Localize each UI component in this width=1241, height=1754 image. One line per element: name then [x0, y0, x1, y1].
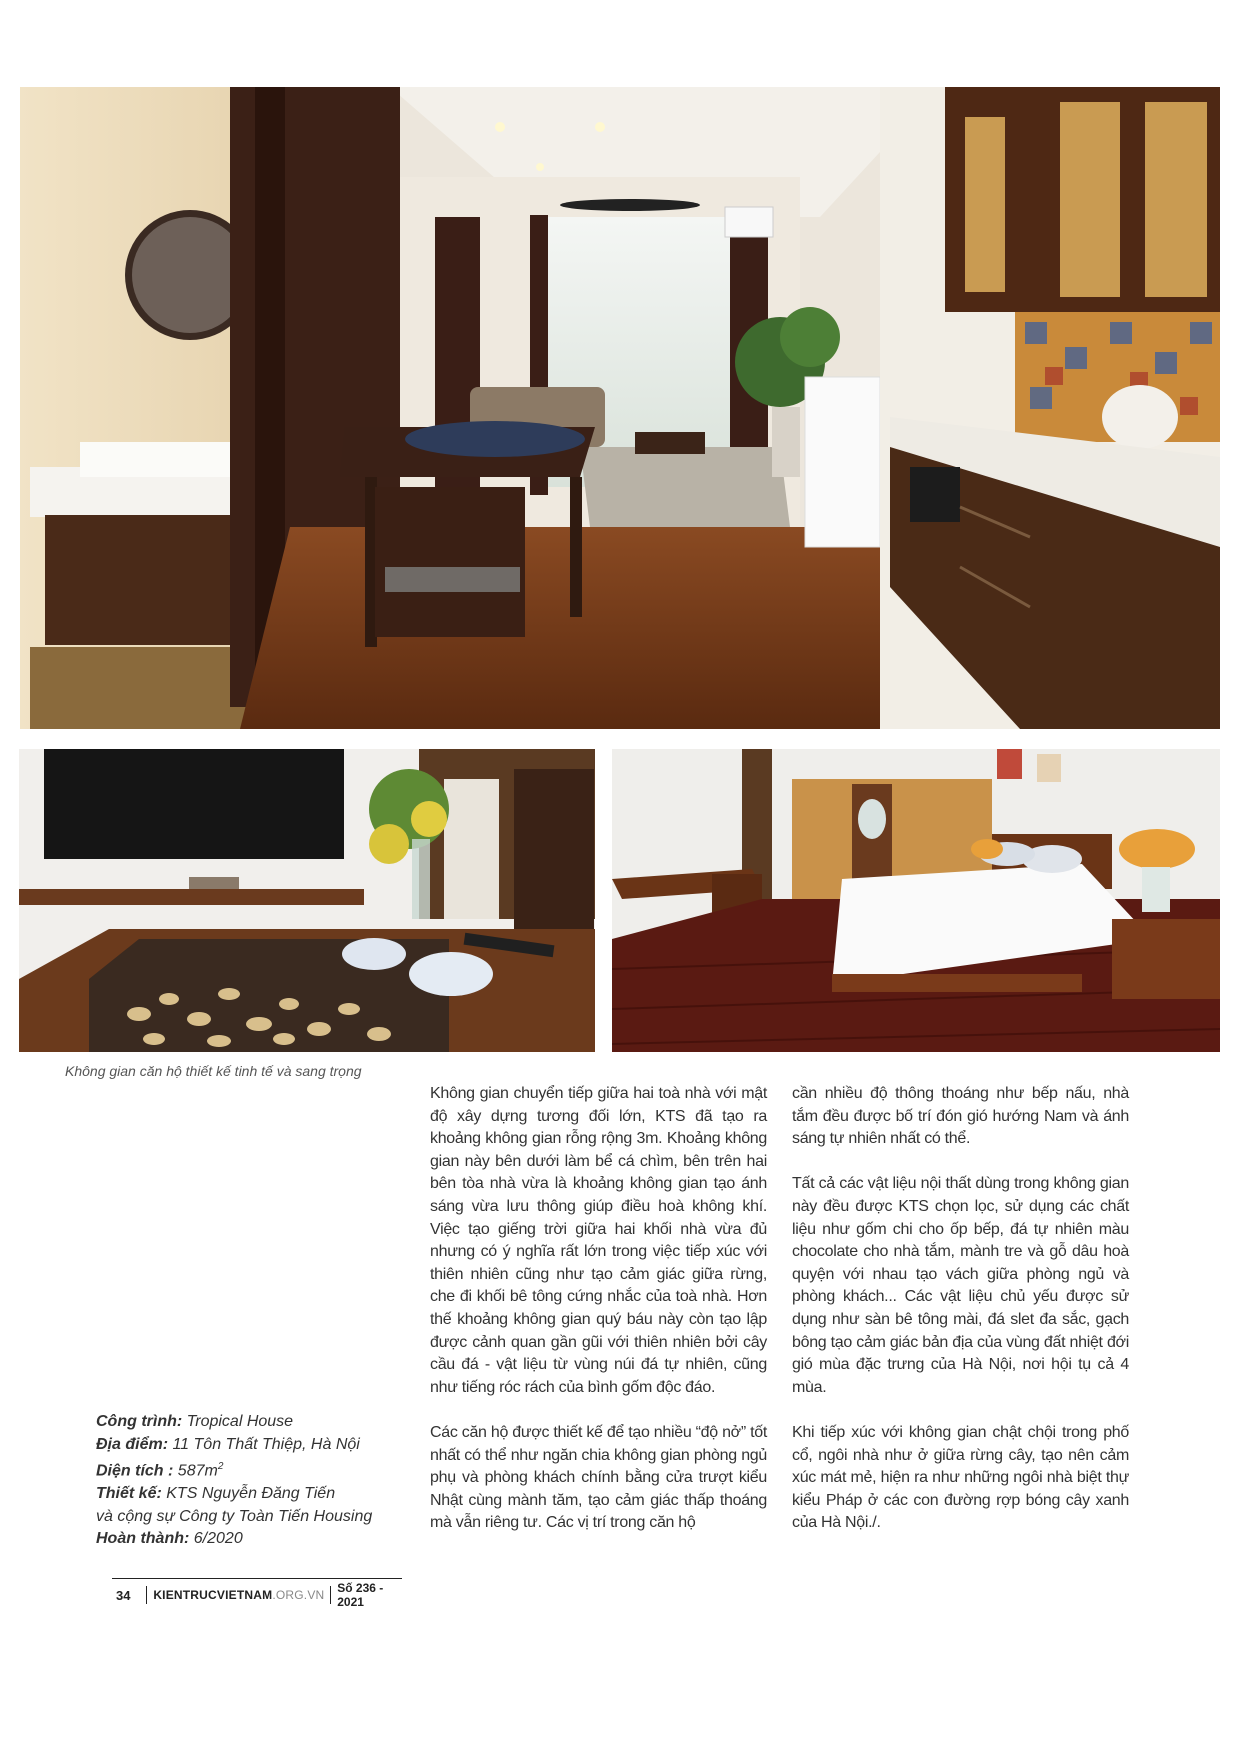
bedroom-photo — [612, 749, 1220, 1052]
footer-divider — [146, 1586, 147, 1604]
body-column-middle — [430, 1083, 767, 1557]
footer-divider — [330, 1586, 331, 1604]
project-value: Tropical House — [186, 1413, 294, 1430]
area-row — [96, 1456, 396, 1483]
design-label: Thiết kế: — [96, 1485, 162, 1503]
site-name-main: KIENTRUCVIETNAM — [153, 1588, 273, 1602]
project-info — [96, 1411, 396, 1551]
design-value: KTS Nguyễn Đăng Tiến — [166, 1485, 336, 1503]
design-row — [96, 1483, 396, 1506]
page-footer — [112, 1578, 402, 1609]
project-row — [96, 1411, 396, 1434]
design-row-2 — [96, 1506, 396, 1529]
main-interior-photo — [20, 87, 1220, 729]
design-value-2: và cộng sự Công ty Toàn Tiến Housing — [96, 1507, 373, 1525]
location-row — [96, 1434, 396, 1457]
page-number: 34 — [116, 1587, 131, 1603]
paragraph: cần nhiều độ thông thoáng như bếp nấu, nhà tắm đều được bố trí đón gió hướng Nam và ánh sáng tự nhiên nhất có thể. — [792, 1085, 1129, 1148]
paragraph: Các căn hộ được thiết kế để tạo nhiều “độ nở” tốt nhất có thể như ngăn chia không gian phòng ngủ phụ và phòng khách chính bằng cửa trượt kiểu Nhật cùng mành tăm, tạo cảm giác thấp thoáng mà vẫn riêng tư. Các vị trí trong căn hộ — [430, 1423, 767, 1532]
area-superscript: 2 — [217, 1461, 224, 1473]
paragraph: Tất cả các vật liệu nội thất dùng trong không gian này đều được KTS chọn lọc, sử dụng các chất liệu như gốm chi cho ốp bếp, đá tự nhiên màu chocolate cho nhà tắm, mành tre và gỗ dâu hoà quyện với nhau tạo vách giữa phòng ngủ và phòng khách... Các vật liệu chủ yếu được sử dụng như sàn bê tông mài, đá slet đa sắc, gạch bông tạo cảm giác bản địa của vùng đất nhiệt đới gió mùa đặc trưng của Hà Nội, nơi hội tụ cả 4 mùa. — [792, 1175, 1129, 1396]
done-value: 6/2020 — [193, 1530, 243, 1548]
project-label: Công trình: — [96, 1413, 183, 1430]
main-interior-illustration — [20, 87, 1220, 729]
done-row — [96, 1528, 396, 1551]
living-room-illustration — [19, 749, 595, 1052]
location-value: 11 Tôn Thất Thiệp, Hà Nội — [172, 1435, 360, 1453]
issue-number: Số 236 - 2021 — [337, 1581, 384, 1609]
location-label: Địa điểm: — [96, 1435, 169, 1453]
paragraph: Không gian chuyển tiếp giữa hai toà nhà với mật độ xây dựng tương đối lớn, KTS đã tạo ra khoảng không gian rỗng rộng 3m. Khoảng không gian này bên dưới làm bể cá chìm, bên trên hai bên tòa nhà vừa là khoảng không gian tạo ánh sáng vừa lưu thông giúp điều hoà không khí. Việc tạo giếng trời giữa hai khối nhà vừa đủ nhưng có ý nghĩa rất lớn trong việc tiếp xúc với thiên nhiên cũng như tạo cảm giác giữa rừng, che đi khối bê tông cứng nhắc của toà nhà. Hơn thế khoảng không gian quý báu này còn tạo lập được cảnh quan gần gũi với thiên nhiên bởi cây cầu đá - vật liệu từ vùng núi đá tự nhiên, cũng như tiếng róc rách của bình gốm độc đáo. — [430, 1085, 767, 1396]
area-label: Diện tích : — [96, 1462, 174, 1480]
site-name — [153, 1588, 324, 1602]
photo-caption: Không gian căn hộ thiết kế tinh tế và sang trọng — [65, 1063, 362, 1079]
site-name-suffix: .ORG.VN — [272, 1588, 325, 1602]
area-value: 587m — [177, 1462, 218, 1480]
living-room-photo — [19, 749, 595, 1052]
done-label: Hoàn thành: — [96, 1530, 190, 1548]
paragraph: Khi tiếp xúc với không gian chật chội trong phố cổ, ngôi nhà như ở giữa rừng cây, tạo nên cảm xúc mát mẻ, hiện ra như những ngôi nhà biệt thự kiểu Pháp ở các con đường rợp bóng cây xanh của Hà Nội./. — [792, 1423, 1129, 1532]
bedroom-illustration — [612, 749, 1220, 1052]
body-column-right — [792, 1083, 1129, 1557]
